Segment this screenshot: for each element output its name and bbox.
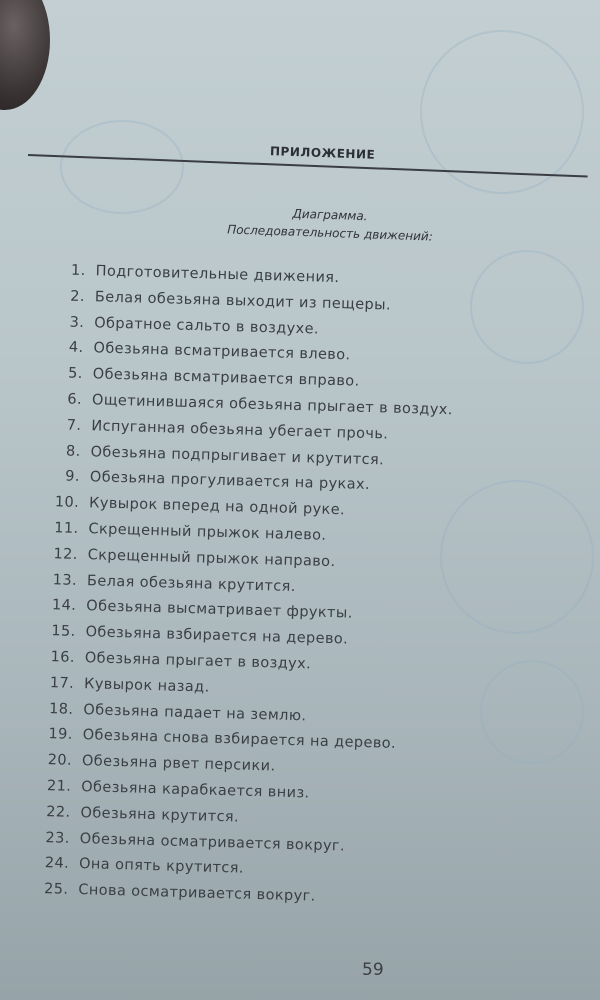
item-text: Обезьяна крутится. bbox=[80, 804, 240, 826]
item-number: 20. bbox=[47, 752, 73, 769]
item-text: Обезьяна рвет персики. bbox=[81, 753, 276, 775]
item-text: Кувырок назад. bbox=[83, 675, 210, 696]
item-text: Обезьяна падает на землю. bbox=[83, 701, 307, 724]
item-text: Ощетинившаяся обезьяна прыгает в воздух. bbox=[91, 392, 454, 419]
item-number: 6. bbox=[67, 391, 83, 408]
item-number: 15. bbox=[51, 623, 76, 641]
item-text: Обезьяна снова взбирается на дерево. bbox=[82, 727, 397, 753]
item-text: Белая обезьяна выходит из пещеры. bbox=[94, 289, 392, 314]
item-text: Белая обезьяна крутится. bbox=[86, 572, 296, 595]
item-number: 24. bbox=[44, 855, 70, 873]
running-head: ПРИЛОЖЕНИЕ bbox=[269, 144, 376, 162]
diagram-subtitle: Последовательность движений: bbox=[226, 222, 434, 244]
item-number: 12. bbox=[53, 545, 78, 563]
item-text: Обезьяна прогуливается на руках. bbox=[89, 469, 371, 494]
item-text: Обезьяна взбирается на дерево. bbox=[85, 624, 349, 648]
item-number: 7. bbox=[66, 417, 82, 434]
item-text: Обезьяна подпрыгивает и крутится. bbox=[90, 443, 385, 468]
item-text: Она опять крутится. bbox=[78, 856, 245, 877]
item-text: Скрещенный прыжок налево. bbox=[88, 521, 327, 544]
item-number: 10. bbox=[54, 494, 80, 512]
item-number: 8. bbox=[65, 443, 81, 460]
item-number: 16. bbox=[50, 649, 76, 666]
item-text: Подготовительные движения. bbox=[95, 263, 340, 287]
item-number: 17. bbox=[49, 674, 75, 692]
item-text: Кувырок вперед на одной руке. bbox=[88, 495, 346, 519]
item-text: Снова осматривается вокруг. bbox=[78, 882, 316, 905]
page-number: 59 bbox=[362, 960, 384, 980]
item-text: Испуганная обезьяна убегает прочь. bbox=[91, 418, 389, 443]
item-number: 14. bbox=[51, 597, 77, 615]
item-text: Обезьяна всматривается вправо. bbox=[92, 366, 360, 390]
item-text: Обратное сальто в воздухе. bbox=[93, 314, 320, 338]
item-text: Обезьяна прыгает в воздух. bbox=[84, 650, 312, 673]
item-number: 23. bbox=[45, 829, 71, 847]
item-number: 1. bbox=[70, 262, 86, 279]
item-text: Обезьяна всматривается влево. bbox=[93, 340, 351, 364]
item-number: 9. bbox=[65, 468, 81, 486]
item-number: 25. bbox=[43, 881, 69, 898]
item-text: Обезьяна осматривается вокруг. bbox=[79, 830, 346, 854]
finger-shadow bbox=[0, 0, 50, 110]
item-number: 22. bbox=[46, 803, 71, 821]
item-number: 18. bbox=[48, 700, 74, 718]
diagram-title: Диаграмма. bbox=[292, 206, 368, 224]
item-number: 11. bbox=[53, 520, 79, 537]
item-number: 19. bbox=[48, 726, 73, 744]
item-text: Скрещенный прыжок направо. bbox=[87, 546, 336, 570]
item-number: 2. bbox=[70, 288, 86, 305]
item-number: 5. bbox=[67, 365, 83, 383]
movement-list bbox=[32, 258, 590, 918]
item-number: 13. bbox=[52, 571, 78, 589]
item-text: Обезьяна карабкается вниз. bbox=[81, 779, 310, 802]
item-number: 4. bbox=[68, 339, 84, 357]
item-text: Обезьяна высматривает фрукты. bbox=[86, 598, 353, 622]
item-number: 21. bbox=[46, 778, 72, 795]
item-number: 3. bbox=[69, 314, 85, 331]
watermark-circle bbox=[60, 120, 184, 214]
